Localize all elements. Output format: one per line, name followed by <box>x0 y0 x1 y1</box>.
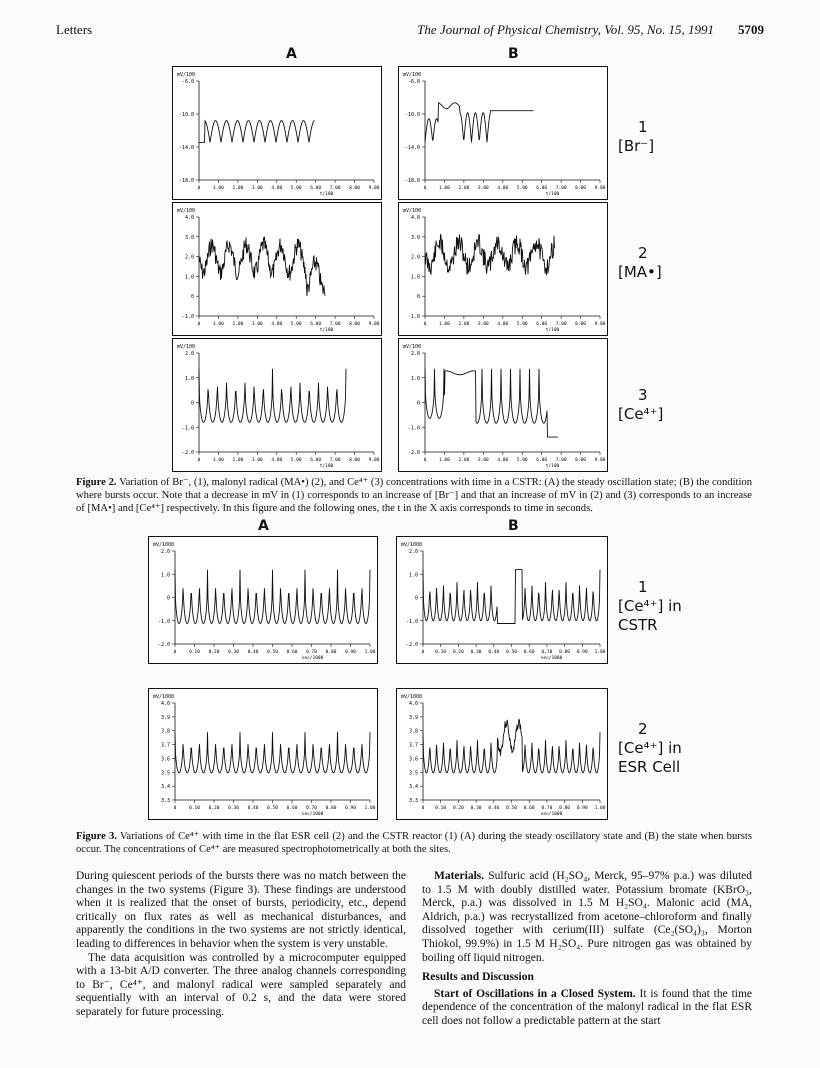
x-tick-label: 7.00 <box>329 186 341 191</box>
x-tick-label: 5.00 <box>290 322 302 327</box>
x-tick-label: 9.00 <box>368 322 380 327</box>
x-tick-label: 8.00 <box>349 186 360 191</box>
x-tick-label: 1.00 <box>439 458 450 463</box>
signal-trace <box>425 234 555 275</box>
figure2-caption-text: Variation of Br⁻, (1), malonyl radical (MA•) (2), and Ce⁴⁺ (3) concentrations with time in a CSTR: (A) the steady oscillation state; (B) the condition where bursts occur. Note that a decrease in mV in (1) corresponds to an increase of [Br⁻] and that an increase of mV in (2) and (3) corresponds to an increase of [MA•] and [Ce⁴⁺] respectively. In this figure and the following ones, the t in the X axis corresponds to time in seconds. <box>76 477 752 514</box>
y-tick-label: 3.8 <box>408 728 418 735</box>
x-tick-label: 8.00 <box>349 322 360 327</box>
x-tick-label: 5.00 <box>290 458 302 463</box>
y-unit-label: mV/1000 <box>153 542 175 548</box>
x-tick-label: 1.00 <box>439 186 450 191</box>
fig3-row2-number: 2 <box>638 720 648 738</box>
x-tick-label: 3.00 <box>251 322 263 327</box>
y-tick-label: -2.0 <box>157 642 170 648</box>
y-unit-label: mV/100 <box>177 208 196 214</box>
x-axis-label: sec/1000 <box>301 656 324 661</box>
x-tick-label: 7.00 <box>555 186 567 191</box>
y-tick-label: 3.8 <box>160 728 170 735</box>
x-axis-label: t/100 <box>545 192 560 197</box>
y-tick-label: 0 <box>416 294 420 301</box>
x-tick-label: 0.30 <box>228 650 239 655</box>
y-tick-label: 3.6 <box>408 756 418 763</box>
y-tick-label: 2.0 <box>184 351 194 357</box>
materials-text: Sulfuric acid (H₂SO₄, Merck, 95–97% p.a.) was diluted to 1.5 M with doubly distilled water. Potassium bromate (KBrO₃, Merck, p.a.) was dissolved in 1.5 M H₂SO₄. Malonic acid (MA, Aldrich, p.a.) was recrystallized from acetone–chloroform and finally dissolved together with cerium(III) sulfate (Ce₂(SO₄)₃, Morton Thiokol, 99.9%) in 1.5 M H₂SO₄. Pure nitrogen gas was obtained by boiling off liquid nitrogen. <box>422 870 752 964</box>
paragraph: The data acquisition was controlled by a microcomputer equipped with a 13-bit A/D converter. The three analog channels corresponding to Br⁻, Ce⁴⁺, and malonyl radical were sampled separately and sequentially with an interval of 0.2 s, and the data were stored separately for future processing. <box>76 951 406 1018</box>
body-column-left <box>76 870 406 1020</box>
x-tick-label: 0 <box>173 806 177 811</box>
y-unit-label: mV/100 <box>403 344 422 350</box>
y-tick-label: -14.0 <box>178 145 194 151</box>
x-tick-label: 6.00 <box>536 322 548 327</box>
y-tick-label: 3.7 <box>408 742 418 749</box>
x-tick-label: 7.00 <box>329 322 341 327</box>
x-tick-label: 7.00 <box>555 322 567 327</box>
x-tick-label: 2.00 <box>458 322 470 327</box>
y-unit-label: mV/1000 <box>401 694 423 700</box>
x-tick-label: 0.30 <box>470 650 482 655</box>
x-tick-label: 0 <box>197 186 201 191</box>
page-number: 5709 <box>738 22 764 37</box>
fig2-row3-number: 3 <box>638 386 648 404</box>
x-tick-label: 2.00 <box>458 186 470 191</box>
x-tick-label: 6.00 <box>536 458 548 463</box>
x-tick-label: 4.00 <box>271 322 283 327</box>
y-tick-label: 3.0 <box>184 234 194 241</box>
x-tick-label: 0 <box>197 322 201 327</box>
y-tick-label: 2.0 <box>410 351 420 357</box>
x-tick-label: 1.00 <box>213 322 224 327</box>
figure2-caption <box>76 476 752 515</box>
x-axis-label: sec/1000 <box>540 656 563 661</box>
fig2-plot-b2 <box>398 202 608 336</box>
x-tick-label: 4.00 <box>271 458 283 463</box>
x-tick-label: 1.00 <box>594 806 606 811</box>
x-tick-label: 1.00 <box>364 806 376 811</box>
x-tick-label: 0.40 <box>488 650 500 655</box>
fig2-row3-species: [Ce⁴⁺] <box>618 405 664 423</box>
x-tick-label: 0 <box>173 650 177 655</box>
fig2-plot-a3 <box>172 338 382 472</box>
y-tick-label: -2.0 <box>407 450 420 456</box>
x-tick-label: 0.60 <box>523 806 535 811</box>
y-unit-label: mV/100 <box>403 208 422 214</box>
body-column-right <box>422 870 752 1029</box>
x-tick-label: 4.00 <box>497 322 509 327</box>
x-tick-label: 0.20 <box>208 806 220 811</box>
x-tick-label: 4.00 <box>497 458 509 463</box>
figure3-caption-text: Variations of Ce⁴⁺ with time in the flat ESR cell (2) and the CSTR reactor (1) (A) during the steady oscillatory state and (B) the state when bursts occur. The concentrations of Ce⁴⁺ are measured spectrophotometrically at both the sites. <box>76 831 752 855</box>
x-tick-label: 0.10 <box>435 650 447 655</box>
x-tick-label: 1.00 <box>594 650 606 655</box>
x-tick-label: 0.90 <box>345 806 356 811</box>
signal-trace <box>423 719 600 772</box>
x-tick-label: 0.20 <box>452 806 464 811</box>
fig2-row3-label <box>618 386 663 424</box>
y-unit-label: mV/1000 <box>153 694 175 700</box>
fig3-row2-species: [Ce⁴⁺] in <box>618 739 682 757</box>
fig3-row2-place: ESR Cell <box>618 758 681 776</box>
x-tick-label: 0 <box>423 322 427 327</box>
x-tick-label: 0.60 <box>286 650 298 655</box>
y-tick-label: 3.3 <box>160 798 170 804</box>
x-tick-label: 5.00 <box>516 458 528 463</box>
x-tick-label: 0.90 <box>576 650 588 655</box>
x-tick-label: 3.00 <box>251 186 263 191</box>
y-tick-label: 0 <box>166 595 170 602</box>
subsection-text: It is found that the time dependence of the concentration of the malonyl radical in the flat ESR cell does not follow a predictable pattern at the start <box>422 987 753 1027</box>
fig2-row1-number: 1 <box>638 118 648 136</box>
fig3-plot-b1 <box>396 536 608 664</box>
y-tick-label: 2.0 <box>184 254 194 261</box>
y-tick-label: 3.0 <box>410 234 420 241</box>
x-tick-label: 2.00 <box>232 322 244 327</box>
section-label: Letters <box>56 22 93 37</box>
y-tick-label: 1.0 <box>408 572 418 579</box>
x-tick-label: 0.50 <box>267 806 278 811</box>
x-tick-label: 0.70 <box>541 806 553 811</box>
x-axis-label: sec/1000 <box>540 812 563 817</box>
x-axis-label: t/100 <box>319 328 334 333</box>
x-tick-label: 5.00 <box>290 186 302 191</box>
x-tick-label: 0.70 <box>306 650 317 655</box>
x-tick-label: 6.00 <box>310 186 322 191</box>
x-tick-label: 0.10 <box>189 806 200 811</box>
x-tick-label: 0.10 <box>189 650 200 655</box>
fig3-plot-b2 <box>396 688 608 820</box>
fig2-plot-b1 <box>398 66 608 200</box>
y-tick-label: 3.9 <box>408 714 418 721</box>
x-tick-label: 0.70 <box>541 650 553 655</box>
signal-trace <box>199 369 346 423</box>
x-tick-label: 3.00 <box>477 322 489 327</box>
materials-heading: Materials. <box>434 870 485 882</box>
x-tick-label: 0 <box>423 186 427 191</box>
x-tick-label: 6.00 <box>310 458 322 463</box>
fig3-row1-place: CSTR <box>618 616 658 634</box>
x-tick-label: 8.00 <box>575 186 586 191</box>
y-tick-label: 3.4 <box>160 784 170 791</box>
figure3-caption-label: Figure 3. <box>76 831 117 842</box>
y-tick-label: 2.0 <box>408 549 418 555</box>
x-tick-label: 4.00 <box>271 186 283 191</box>
y-tick-label: -1.0 <box>407 314 420 320</box>
x-tick-label: 0.60 <box>286 806 298 811</box>
y-tick-label: 3.3 <box>408 798 418 804</box>
y-tick-label: 2.0 <box>410 254 420 261</box>
x-tick-label: 3.00 <box>477 186 489 191</box>
x-axis-label: sec/1000 <box>301 812 324 817</box>
fig3-plot-a1 <box>148 536 378 664</box>
x-tick-label: 0.80 <box>559 806 571 811</box>
x-tick-label: 0.60 <box>523 650 535 655</box>
x-tick-label: 0.90 <box>345 650 356 655</box>
y-tick-label: 1.0 <box>184 274 194 281</box>
y-tick-label: -18.0 <box>404 178 420 184</box>
y-tick-label: 4.0 <box>408 701 418 707</box>
x-tick-label: 1.00 <box>213 186 224 191</box>
fig3-panel-b-label: B <box>508 518 519 534</box>
fig3-row2-label <box>618 720 682 777</box>
y-tick-label: -2.0 <box>181 450 194 456</box>
fig3-panel-a-label: A <box>258 518 269 534</box>
x-tick-label: 1.00 <box>213 458 224 463</box>
y-tick-label: -6.0 <box>181 79 194 85</box>
y-tick-label: -6.0 <box>407 79 420 85</box>
x-tick-label: 3.00 <box>477 458 489 463</box>
running-header <box>56 22 764 38</box>
y-tick-label: 3.7 <box>160 742 170 749</box>
y-tick-label: -1.0 <box>407 425 420 432</box>
x-tick-label: 2.00 <box>232 458 244 463</box>
x-tick-label: 9.00 <box>594 322 606 327</box>
fig2-row1-species: [Br⁻] <box>618 137 655 155</box>
x-tick-label: 0.90 <box>576 806 588 811</box>
section-heading: Results and Discussion <box>422 971 534 984</box>
y-tick-label: 1.0 <box>184 375 194 382</box>
fig3-plot-a2 <box>148 688 378 820</box>
y-tick-label: 4.0 <box>184 215 194 221</box>
x-tick-label: 8.00 <box>575 322 586 327</box>
x-tick-label: 0.30 <box>228 806 239 811</box>
signal-trace <box>425 103 534 143</box>
x-tick-label: 2.00 <box>458 458 470 463</box>
x-tick-label: 0.50 <box>506 650 517 655</box>
signal-trace <box>425 369 558 437</box>
x-tick-label: 0.40 <box>247 806 259 811</box>
y-tick-label: 4.0 <box>410 215 420 221</box>
fig3-row1-number: 1 <box>638 578 648 596</box>
y-tick-label: -1.0 <box>181 425 194 432</box>
fig2-row2-label <box>618 244 662 282</box>
x-tick-label: 5.00 <box>516 186 528 191</box>
x-tick-label: 0.20 <box>452 650 464 655</box>
signal-trace <box>175 732 370 773</box>
x-tick-label: 1.00 <box>364 650 376 655</box>
y-tick-label: -1.0 <box>405 618 418 625</box>
y-tick-label: -2.0 <box>405 642 418 648</box>
subsection-heading: Start of Oscillations in a Closed System. <box>434 987 636 1000</box>
y-tick-label: 0 <box>414 595 418 602</box>
x-tick-label: 7.00 <box>555 458 567 463</box>
x-tick-label: 9.00 <box>594 458 606 463</box>
fig3-row1-species: [Ce⁴⁺] in <box>618 597 682 615</box>
figure2-caption-label: Figure 2. <box>76 477 117 488</box>
fig2-panel-a-label: A <box>286 46 297 62</box>
y-tick-label: 3.5 <box>408 770 418 777</box>
x-tick-label: 0.30 <box>470 806 482 811</box>
y-tick-label: 0 <box>416 400 420 407</box>
y-tick-label: -18.0 <box>178 178 194 184</box>
y-tick-label: 0 <box>190 294 194 301</box>
x-tick-label: 0.80 <box>325 650 337 655</box>
fig2-panel-b-label: B <box>508 46 519 62</box>
y-tick-label: 0 <box>190 400 194 407</box>
signal-trace <box>199 237 325 296</box>
x-tick-label: 3.00 <box>251 458 263 463</box>
x-tick-label: 2.00 <box>232 186 244 191</box>
x-tick-label: 0.20 <box>208 650 220 655</box>
x-tick-label: 9.00 <box>594 186 606 191</box>
y-tick-label: 1.0 <box>160 572 170 579</box>
x-axis-label: t/100 <box>545 328 560 333</box>
fig2-plot-a2 <box>172 202 382 336</box>
x-tick-label: 8.00 <box>575 458 586 463</box>
x-axis-label: t/100 <box>545 464 560 469</box>
x-tick-label: 0.40 <box>488 806 500 811</box>
x-tick-label: 0 <box>421 806 425 811</box>
x-tick-label: 0.50 <box>506 806 517 811</box>
y-tick-label: 3.5 <box>160 770 170 777</box>
signal-trace <box>199 121 315 143</box>
x-tick-label: 8.00 <box>349 458 360 463</box>
x-tick-label: 6.00 <box>536 186 548 191</box>
x-tick-label: 0.40 <box>247 650 259 655</box>
figure3-caption <box>76 830 752 856</box>
y-unit-label: mV/100 <box>177 344 196 350</box>
y-tick-label: 4.0 <box>160 701 170 707</box>
x-tick-label: 0.70 <box>306 806 317 811</box>
fig2-row2-species: [MA•] <box>618 263 662 281</box>
x-tick-label: 6.00 <box>310 322 322 327</box>
x-tick-label: 0.10 <box>435 806 447 811</box>
y-unit-label: mV/100 <box>177 72 196 78</box>
x-tick-label: 0.50 <box>267 650 278 655</box>
y-tick-label: 3.4 <box>408 784 418 791</box>
y-tick-label: 3.6 <box>160 756 170 763</box>
y-tick-label: -10.0 <box>404 112 420 118</box>
signal-trace <box>423 570 600 624</box>
y-tick-label: 1.0 <box>410 375 420 382</box>
x-tick-label: 0.80 <box>325 806 337 811</box>
journal-citation: The Journal of Physical Chemistry, Vol. 95, No. 15, 1991 <box>417 22 714 37</box>
x-tick-label: 5.00 <box>516 322 528 327</box>
x-tick-label: 0 <box>423 458 427 463</box>
y-tick-label: 2.0 <box>160 549 170 555</box>
x-tick-label: 0 <box>197 458 201 463</box>
x-tick-label: 7.00 <box>329 458 341 463</box>
x-tick-label: 0.80 <box>559 650 571 655</box>
y-tick-label: -14.0 <box>404 145 420 151</box>
fig2-row2-number: 2 <box>638 244 648 262</box>
y-tick-label: 3.9 <box>160 714 170 721</box>
x-tick-label: 9.00 <box>368 458 380 463</box>
y-tick-label: -1.0 <box>181 314 194 320</box>
x-tick-label: 9.00 <box>368 186 380 191</box>
fig3-row1-label <box>618 578 682 635</box>
x-tick-label: 0 <box>421 650 425 655</box>
x-tick-label: 4.00 <box>497 186 509 191</box>
fig2-plot-a1 <box>172 66 382 200</box>
y-tick-label: 1.0 <box>410 274 420 281</box>
x-axis-label: t/100 <box>319 464 334 469</box>
x-axis-label: t/100 <box>319 192 334 197</box>
signal-trace <box>175 570 370 624</box>
paragraph: During quiescent periods of the bursts there was no match between the changes in the two systems (Figure 3). These findings are understood when it is realized that the onset of bursts, periodicity, etc., depend critically on flux rates as well as mechanical disturbances, and apparently the conditions in the two systems are not strictly identical, leading to differences in behavior when the system is very unstable. <box>76 870 406 950</box>
y-tick-label: -1.0 <box>157 618 170 625</box>
y-unit-label: mV/1000 <box>401 542 423 548</box>
fig2-plot-b3 <box>398 338 608 472</box>
y-tick-label: -10.0 <box>178 112 194 118</box>
x-tick-label: 1.00 <box>439 322 450 327</box>
y-unit-label: mV/100 <box>403 72 422 78</box>
fig2-row1-label <box>618 118 654 156</box>
